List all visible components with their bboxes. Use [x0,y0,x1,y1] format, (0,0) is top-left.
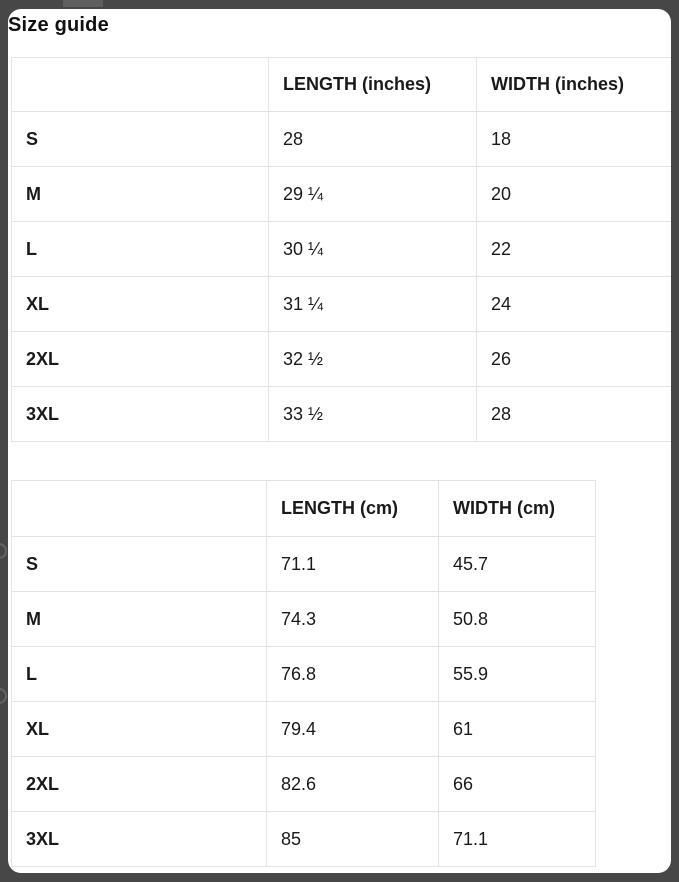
length-cell: 71.1 [267,537,439,592]
length-column-header: LENGTH (inches) [269,58,477,112]
width-cell: 61 [439,702,596,757]
size-table-cm [11,480,596,867]
width-cell: 55.9 [439,647,596,702]
width-cell: 20 [477,167,672,222]
length-cell: 31 ¼ [269,277,477,332]
width-cell: 71.1 [439,812,596,867]
length-cell: 30 ¼ [269,222,477,277]
size-cell: 3XL [12,387,269,442]
size-cell: XL [12,702,267,757]
table-row [12,277,672,332]
width-cell: 24 [477,277,672,332]
size-cell: 2XL [12,757,267,812]
table-row [12,112,672,167]
length-column-header: LENGTH (cm) [267,481,439,537]
background-glyph [0,688,7,704]
size-guide-modal [8,9,671,873]
header-row [12,58,672,112]
width-cell: 45.7 [439,537,596,592]
size-cell: M [12,167,269,222]
length-cell: 79.4 [267,702,439,757]
header-row [12,481,596,537]
size-cell: S [12,112,269,167]
size-table-inches [11,57,671,442]
width-cell: 26 [477,332,672,387]
length-cell: 32 ½ [269,332,477,387]
width-column-header: WIDTH (inches) [477,58,672,112]
size-cell: L [12,222,269,277]
width-cell: 18 [477,112,672,167]
length-cell: 82.6 [267,757,439,812]
length-cell: 28 [269,112,477,167]
table-row [12,592,596,647]
size-cell: 2XL [12,332,269,387]
table-row [12,222,672,277]
background-glyph [0,543,7,559]
width-cell: 22 [477,222,672,277]
length-cell: 74.3 [267,592,439,647]
size-guide-title: Size guide [8,14,109,36]
corner-cell [12,481,267,537]
length-cell: 76.8 [267,647,439,702]
length-cell: 29 ¼ [269,167,477,222]
size-cell: L [12,647,267,702]
table-row [12,332,672,387]
length-cell: 33 ½ [269,387,477,442]
table-row [12,537,596,592]
width-cell: 50.8 [439,592,596,647]
table-row [12,702,596,757]
table-row [12,812,596,867]
size-cell: XL [12,277,269,332]
width-column-header: WIDTH (cm) [439,481,596,537]
table-row [12,757,596,812]
size-cell: M [12,592,267,647]
table-row [12,647,596,702]
width-cell: 28 [477,387,672,442]
table-row [12,167,672,222]
corner-cell [12,58,269,112]
background-page-fragment [63,0,103,7]
length-cell: 85 [267,812,439,867]
table-row [12,387,672,442]
size-cell: S [12,537,267,592]
width-cell: 66 [439,757,596,812]
size-cell: 3XL [12,812,267,867]
